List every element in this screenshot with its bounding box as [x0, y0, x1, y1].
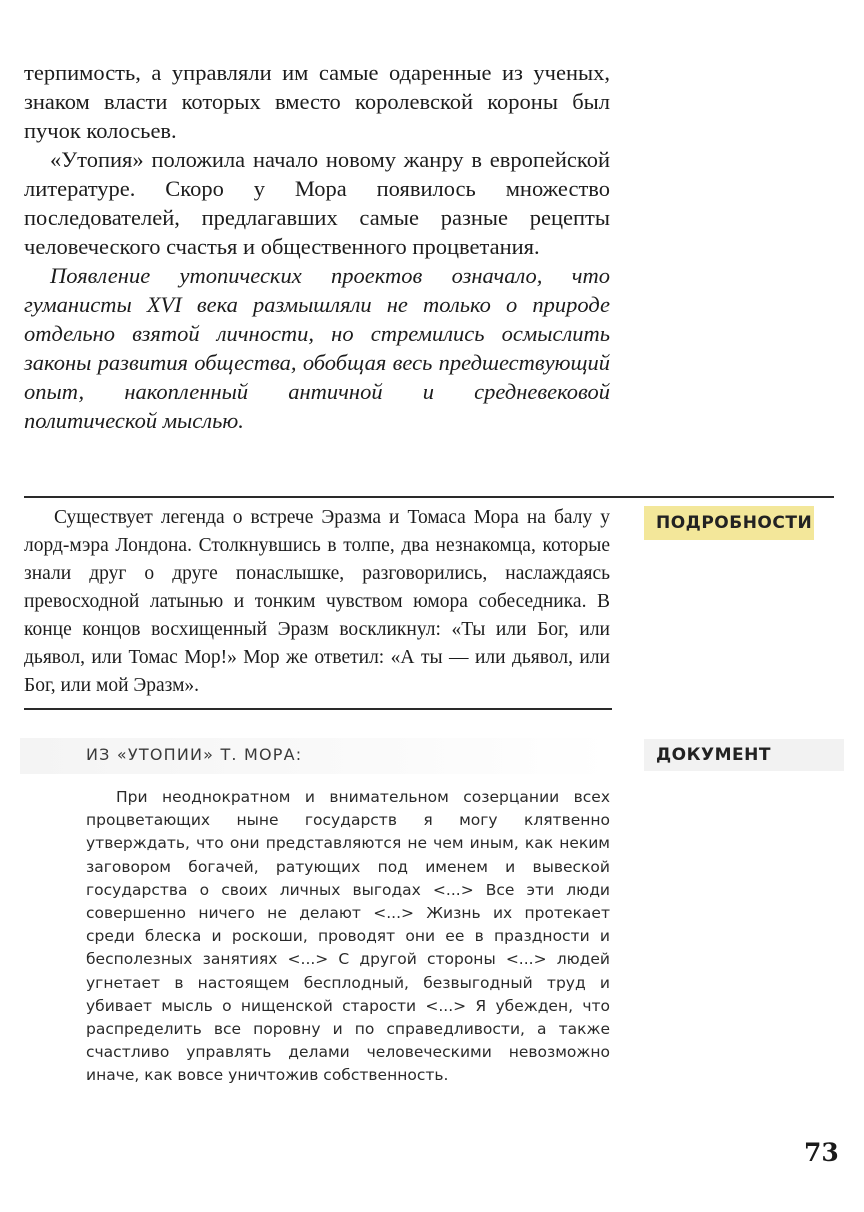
details-box	[24, 504, 610, 700]
details-bottom-rule	[24, 708, 612, 710]
document-tag: ДОКУМЕНТ	[644, 739, 844, 771]
page-number: 73	[804, 1138, 839, 1167]
main-paragraph-1: терпимость, а управляли им самые одаренные из ученых, знаком власти которых вместо королевской короны был пучок колосьев.	[24, 60, 610, 143]
details-top-rule	[24, 496, 834, 498]
document-quote-text: При неоднократном и внимательном созерцании всех процветающих ныне государств я могу клятвенно утверждать, что они представляются не чем иным, как неким заговором богачей, ратующих под именем и вывеской государства о своих личных выгодах <...> Все эти люди совершенно ничего не делают <...> Жизнь их протекает среди блеска и роскоши, проводят они ее в праздности и бесполезных занятиях <...> С другой стороны <...> людей угнетает в настоящем бесплодный, безвыгодный труд и убивает мысль о нищенской старости <...> Я убежден, что распределить все поровну и по справедливости, а также счастливо управлять делами человеческими невозможно иначе, как вовсе уничтожив собственность.	[86, 788, 610, 1085]
main-paragraph-conclusion: Появление утопических проектов означало, что гуманисты XVI века размышляли не только о природе отдельно взятой личности, но стремились осмыслить законы развития общества, обобщая весь предшествующий опыт, накопленный античной и средневековой политической мыслью.	[24, 263, 610, 433]
main-text	[24, 58, 610, 435]
document-quote	[86, 786, 610, 1088]
main-paragraph-2: «Утопия» положила начало новому жанру в европейской литературе. Скоро у Мора появилось множество последователей, предлагавших самые разные рецепты человеческого счастья и общественного процветания.	[24, 147, 610, 259]
document-heading: ИЗ «УТОПИИ» Т. МОРА:	[86, 745, 303, 764]
details-text: Существует легенда о встрече Эразма и Томаса Мора на балу у лорд-мэра Лондона. Столкнувшись в толпе, два незнакомца, которые знали друг о друге понаслышке, разговорились, наслаждаясь превосходной латынью и тонким чувством юмора собеседника. В конце концов восхищенный Эразм воскликнул: «Ты или Бог, или дьявол, или Томас Мор!» Мор же ответил: «А ты — или дьявол, или Бог, или мой Эразм».	[24, 507, 610, 696]
details-tag: ПОДРОБНОСТИ	[644, 506, 814, 540]
